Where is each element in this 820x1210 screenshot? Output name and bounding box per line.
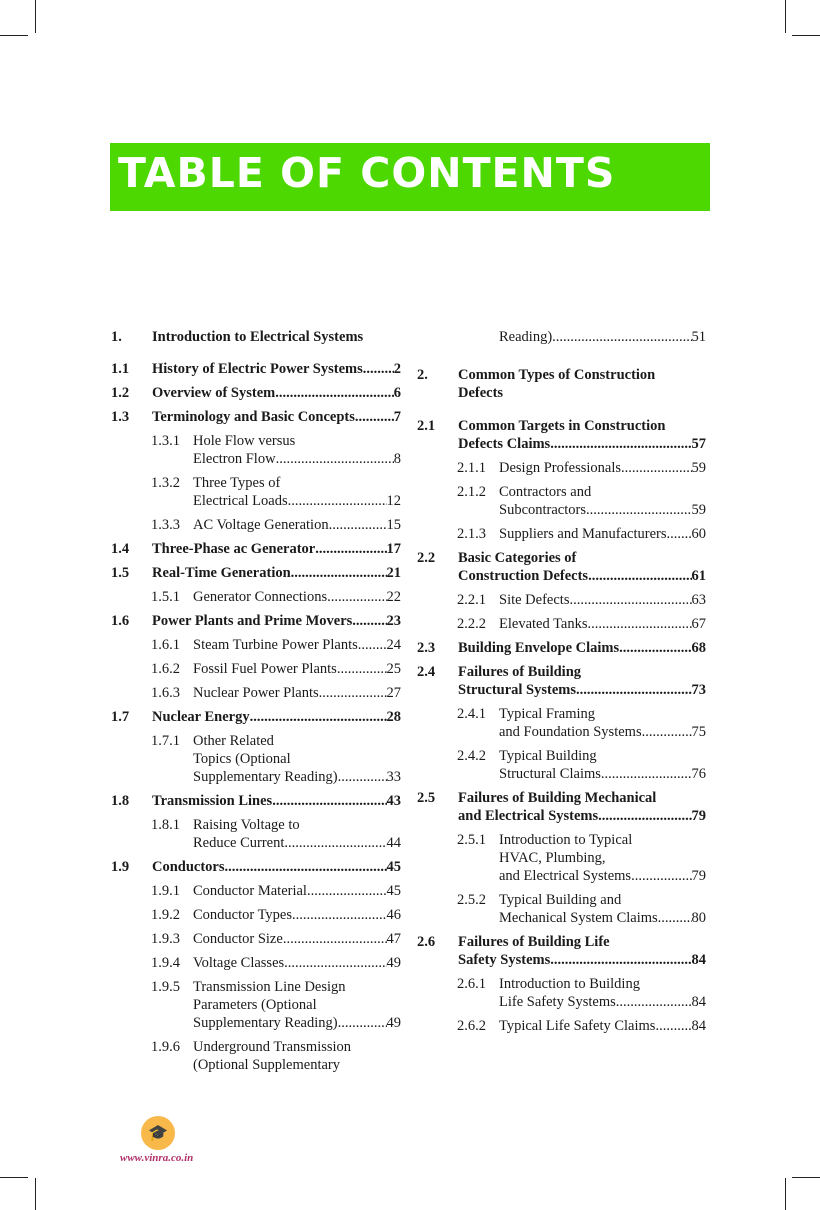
page-number: 76 (691, 766, 706, 782)
entry-title: and Electrical Systems (458, 808, 599, 824)
dot-leader (250, 708, 387, 726)
entry-number: 1.9.6 (151, 1039, 180, 1055)
entry-title: Mechanical System Claims (499, 910, 658, 926)
entry-title: Three Types of (193, 475, 281, 491)
dot-leader (550, 435, 691, 453)
entry-number: 1.6.2 (151, 661, 180, 677)
page-number: 49 (386, 955, 401, 971)
dot-leader (358, 636, 387, 654)
entry-title: (Optional Supplementary (193, 1057, 340, 1073)
page-number: 25 (386, 661, 401, 677)
entry-title: Typical Building and (499, 892, 622, 908)
entry-title: Introduction to Building (499, 976, 640, 992)
dot-leader (621, 459, 691, 477)
entry-title: Nuclear Power Plants (193, 685, 319, 701)
dot-leader (338, 1014, 387, 1032)
crop-mark (792, 1177, 820, 1178)
entry-title: Electrical Loads (193, 493, 288, 509)
entry-title: Elevated Tanks (499, 616, 588, 632)
dot-leader (225, 858, 387, 876)
entry-title: Underground Transmission (193, 1039, 352, 1055)
entry-number: 1.8 (111, 793, 130, 809)
entry-title: History of Electric Power Systems (152, 361, 363, 377)
entry-title: Conductor Types (193, 907, 293, 923)
entry-title: Typical Framing (499, 706, 596, 722)
entry-title: Hole Flow versus (193, 433, 296, 449)
dot-leader (283, 930, 387, 948)
entry-number: 2.2.1 (457, 592, 486, 608)
entry-title: Contractors and (499, 484, 592, 500)
entry-number: 2.6.2 (457, 1018, 486, 1034)
page-number: 22 (386, 589, 401, 605)
dot-leader (319, 684, 387, 702)
dot-leader (284, 834, 386, 852)
entry-title: Reduce Current (193, 835, 285, 851)
entry-number: 2.1.2 (457, 484, 486, 500)
page-number: 57 (691, 436, 706, 452)
page-number: 68 (691, 640, 706, 656)
entry-title: Defects Claims (458, 436, 551, 452)
entry-title: Construction Defects (458, 568, 589, 584)
entry-number: 2.1.3 (457, 526, 486, 542)
entry-title: Power Plants and Prime Movers (152, 613, 353, 629)
page-number: 27 (386, 685, 401, 701)
entry-number: 2.6.1 (457, 976, 486, 992)
entry-title: Common Targets in Construction (458, 418, 666, 434)
dot-leader (272, 792, 386, 810)
entry-title: and Foundation Systems (499, 724, 642, 740)
page-number: 12 (386, 493, 401, 509)
entry-title: Reading) (499, 329, 553, 345)
dot-leader (598, 807, 691, 825)
entry-number: 2. (417, 367, 428, 383)
entry-number: 1.9.1 (151, 883, 180, 899)
entry-number: 1.7 (111, 709, 130, 725)
dot-leader (288, 492, 387, 510)
entry-title: Site Defects (499, 592, 570, 608)
dot-leader (569, 591, 691, 609)
dot-leader (291, 564, 387, 582)
entry-number: 1.3.1 (151, 433, 180, 449)
dot-leader (601, 765, 692, 783)
entry-number: 1.6 (111, 613, 130, 629)
dot-leader (588, 615, 692, 633)
entry-title: Introduction to Electrical Systems (152, 329, 364, 345)
entry-title: Terminology and Basic Concepts (152, 409, 355, 425)
dot-leader (363, 360, 394, 378)
page-number: 49 (386, 1015, 401, 1031)
entry-number: 1.8.1 (151, 817, 180, 833)
dot-leader (352, 612, 386, 630)
entry-number: 1.7.1 (151, 733, 180, 749)
page-number: 15 (386, 517, 401, 533)
page-number: 84 (691, 994, 706, 1010)
entry-title: Transmission Line Design (193, 979, 346, 995)
title-banner (110, 143, 710, 211)
page-number: 61 (691, 568, 706, 584)
entry-title: Failures of Building (458, 664, 582, 680)
dot-leader (667, 525, 692, 543)
entry-number: 1.9.4 (151, 955, 180, 971)
entry-number: 1.9.2 (151, 907, 180, 923)
dot-leader (327, 588, 386, 606)
entry-title: HVAC, Plumbing, (499, 850, 606, 866)
entry-number: 2.4.1 (457, 706, 486, 722)
crop-mark (0, 35, 28, 36)
dot-leader (276, 450, 394, 468)
entry-title: and Electrical Systems (499, 868, 632, 884)
dot-leader (307, 882, 387, 900)
entry-title: Three-Phase ac Generator (152, 541, 316, 557)
entry-title: Life Safety Systems (499, 994, 616, 1010)
entry-number: 2.4.2 (457, 748, 486, 764)
crop-mark (792, 35, 820, 36)
page-number: 75 (691, 724, 706, 740)
entry-number: 2.6 (417, 934, 436, 950)
entry-title: Typical Building (499, 748, 597, 764)
page-number: 28 (386, 709, 401, 725)
dot-leader (275, 384, 394, 402)
entry-number: 1.1 (111, 361, 130, 377)
entry-title: Failures of Building Life (458, 934, 610, 950)
entry-title: Defects (458, 385, 504, 401)
entry-title: Structural Claims (499, 766, 601, 782)
entry-title: Common Types of Construction (458, 367, 656, 383)
entry-title: Conductor Size (193, 931, 283, 947)
entry-title: Electron Flow (193, 451, 276, 467)
entry-title: Design Professionals (499, 460, 622, 476)
entry-title: Nuclear Energy (152, 709, 250, 725)
entry-title: Introduction to Typical (499, 832, 633, 848)
entry-title: Safety Systems (458, 952, 551, 968)
entry-number: 1.5.1 (151, 589, 180, 605)
page-number: 24 (386, 637, 401, 653)
crop-mark (35, 0, 36, 33)
entry-title: Conductor Material (193, 883, 307, 899)
dot-leader (655, 1017, 691, 1035)
dot-leader (284, 954, 386, 972)
page-number: 8 (393, 451, 401, 467)
website-link[interactable]: www.vinra.co.in (120, 1152, 194, 1164)
dot-leader (588, 567, 691, 585)
page-number: 84 (691, 1018, 706, 1034)
entry-title: Voltage Classes (193, 955, 285, 971)
page-number: 59 (691, 502, 706, 518)
entry-number: 1.6.1 (151, 637, 180, 653)
dot-leader (315, 540, 386, 558)
entry-number: 1. (111, 329, 122, 345)
entry-title: Subcontractors (499, 502, 586, 518)
page-number: 79 (691, 868, 706, 884)
page-number: 67 (691, 616, 706, 632)
dot-leader (338, 768, 387, 786)
dot-leader (616, 993, 692, 1011)
entry-number: 2.4 (417, 664, 436, 680)
entry-title: AC Voltage Generation (193, 517, 329, 533)
entry-title: Conductors (152, 859, 225, 875)
entry-number: 1.9.5 (151, 979, 180, 995)
entry-title: Supplementary Reading) (193, 769, 338, 785)
dot-leader (576, 681, 691, 699)
entry-title: Building Envelope Claims (458, 640, 620, 656)
page-number: 47 (386, 931, 401, 947)
entry-title: Fossil Fuel Power Plants (193, 661, 337, 677)
entry-number: 1.6.3 (151, 685, 180, 701)
page-number: 6 (393, 385, 401, 401)
page-number: 23 (386, 613, 401, 629)
page-number: 43 (386, 793, 401, 809)
dot-leader (552, 328, 691, 346)
page-number: 2 (393, 361, 401, 377)
page-number: 45 (386, 859, 401, 875)
page-number: 21 (386, 565, 401, 581)
page-number: 79 (691, 808, 706, 824)
crop-mark (35, 1178, 36, 1210)
dot-leader (619, 639, 691, 657)
entry-title: Typical Life Safety Claims (499, 1018, 656, 1034)
entry-number: 1.9 (111, 859, 130, 875)
page-number: 7 (393, 409, 401, 425)
entry-number: 1.3.3 (151, 517, 180, 533)
page-number: 60 (691, 526, 706, 542)
entry-title: Parameters (Optional (193, 997, 317, 1013)
entry-title: Steam Turbine Power Plants (193, 637, 358, 653)
page-number: 17 (386, 541, 401, 557)
entry-number: 1.3 (111, 409, 130, 425)
dot-leader (337, 660, 387, 678)
entry-number: 2.1 (417, 418, 436, 434)
page-number: 59 (691, 460, 706, 476)
entry-title: Topics (Optional (193, 751, 291, 767)
dot-leader (550, 951, 691, 969)
entry-number: 2.5.1 (457, 832, 486, 848)
crop-mark (0, 1177, 28, 1178)
dot-leader (658, 909, 692, 927)
page-number: 80 (691, 910, 706, 926)
entry-number: 1.3.2 (151, 475, 180, 491)
entry-number: 2.5 (417, 790, 436, 806)
entry-number: 2.5.2 (457, 892, 486, 908)
entry-title: Suppliers and Manufacturers (499, 526, 667, 542)
entry-title: Overview of System (152, 385, 276, 401)
graduation-cap-icon: 🎓 (141, 1116, 175, 1150)
page-number: 44 (386, 835, 401, 851)
entry-title: Basic Categories of (458, 550, 577, 566)
entry-title: Other Related (193, 733, 274, 749)
entry-number: 1.4 (111, 541, 130, 557)
dot-leader (292, 906, 386, 924)
crop-mark (785, 1178, 786, 1210)
entry-title: Structural Systems (458, 682, 577, 698)
entry-title: Supplementary Reading) (193, 1015, 338, 1031)
page-number: 84 (691, 952, 706, 968)
entry-title: Raising Voltage to (193, 817, 300, 833)
entry-number: 1.9.3 (151, 931, 180, 947)
entry-number: 2.2 (417, 550, 436, 566)
page-number: 63 (691, 592, 706, 608)
entry-title: Failures of Building Mechanical (458, 790, 657, 806)
dot-leader (631, 867, 691, 885)
dot-leader (329, 516, 387, 534)
dot-leader (355, 408, 394, 426)
entry-title: Generator Connections (193, 589, 328, 605)
page-number: 33 (386, 769, 401, 785)
entry-title: Real-Time Generation (152, 565, 291, 581)
entry-title: Transmission Lines (152, 793, 273, 809)
entry-number: 1.2 (111, 385, 130, 401)
dot-leader (586, 501, 692, 519)
entry-number: 1.5 (111, 565, 130, 581)
page-number: 45 (386, 883, 401, 899)
dot-leader (642, 723, 692, 741)
page-number: 51 (691, 329, 706, 345)
page-number: 73 (691, 682, 706, 698)
entry-number: 2.2.2 (457, 616, 486, 632)
page-number: 46 (386, 907, 401, 923)
entry-number: 2.1.1 (457, 460, 486, 476)
page-title: TABLE OF CONTENTS (118, 149, 616, 197)
entry-number: 2.3 (417, 640, 436, 656)
crop-mark (785, 0, 786, 33)
